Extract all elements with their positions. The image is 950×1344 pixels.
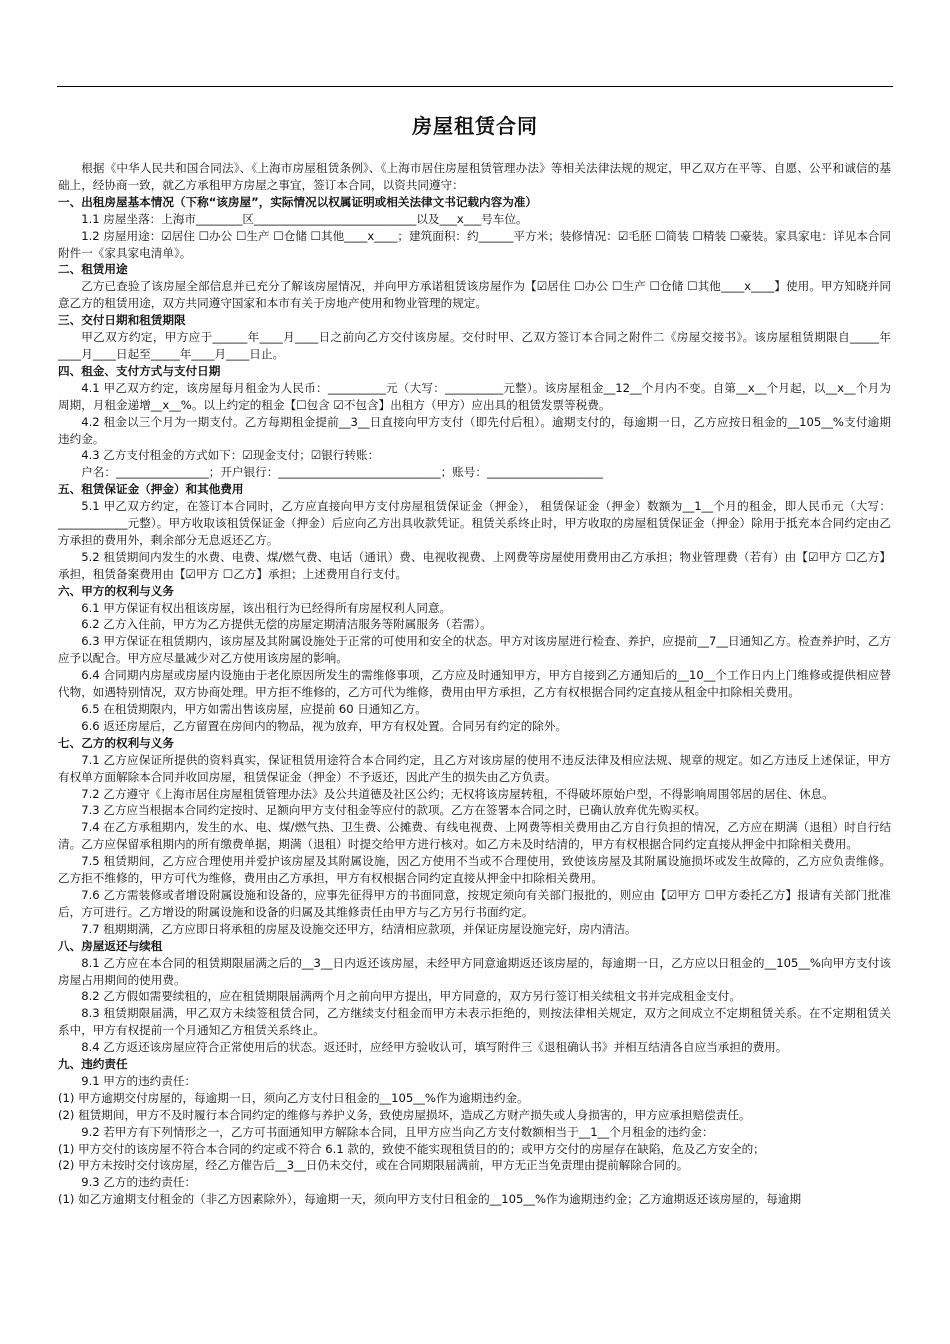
clause-2: 乙方已查验了该房屋全部信息并已充分了解该房屋情况，并向甲方承诺租赁该房屋作为【☑居住 ☐办公 ☐生产 ☐仓储 ☐其他____x____】使用。甲方知晓并同意乙方的租赁用途，双方共同遵守国家和本市有关于房地产使用和物业管理的规定。: [58, 279, 891, 311]
section-9-heading: 九、违约责任: [58, 1057, 128, 1072]
clause-8-1: 8.1 乙方应在本合同的租赁期限届满之后的__3__日内返还该房屋，未经甲方同意逾期返还该房屋的，每逾期一日，乙方应以日租金的__105__%向甲方支付该房屋占用期间的使用费。: [58, 955, 891, 987]
clause-7-2: 7.2 乙方遵守《上海市居住房屋租赁管理办法》及公共道德及社区公约；无权将该房屋转租，不得破坏原始户型，不得影响周围邻居的居住、休息。: [81, 786, 834, 801]
clause-1-2: 1.2 房屋用途：☑居住 ☐办公 ☐生产 ☐仓储 ☐其他____x____；建筑面积：约______平方米；装修情况：☑毛胚 ☐简装 ☐精装 ☐豪装。家具家电：详见本合同附件一《家具家电清单》。: [58, 228, 891, 260]
clause-4-3: 4.3 乙方支付租金的方式如下：☑现金支付；☑银行转账：: [81, 448, 380, 463]
clause-6-2: 6.2 乙方入住前，甲方为乙方提供无偿的房屋定期清洁服务等附属服务（若需）。: [81, 617, 492, 632]
section-6-heading: 六、甲方的权利与义务: [58, 583, 174, 598]
document-title: 房屋租赁合同: [412, 114, 538, 138]
clause-6-4: 6.4 合同期内房屋或房屋内设施由于老化原因所发生的需维修事项，乙方应及时通知甲方，甲方自接到乙方通知后的__10__个工作日内上门维修或提供相应替代物，如遇特别情况，双方协商处理。甲方拒不维修的，乙方可代为维修，费用由甲方承担，乙方有权根据合同约定直接从租金中扣除相关费用。: [58, 668, 891, 700]
clause-8-2: 8.2 乙方假如需要续租的，应在租赁期限届满两个月之前向甲方提出，甲方同意的，双方另行签订相关续租文书并完成租金支付。: [81, 989, 741, 1004]
section-4-heading: 四、租金、支付方式与支付日期: [58, 363, 221, 378]
section-5-heading: 五、租赁保证金（押金）和其他费用: [58, 482, 244, 497]
clause-7-5: 7.5 租赁期间，乙方应合理使用并爱护该房屋及其附属设施，因乙方使用不当或不合理使用，致使该房屋及其附属设施损坏或发生故障的，乙方应负责维修。乙方拒不维修的，甲方可代为维修，费用由乙方承担，甲方有权根据合同约定直接从押金中扣除相关费用。: [58, 854, 891, 886]
document-body: [58, 160, 891, 1208]
clause-9-2-item-2: (2) 甲方未按时交付该房屋，经乙方催告后__3__日仍未交付，或在合同期限届满前，甲方无正当免责理由提前解除合同的。: [58, 1158, 689, 1173]
clause-6-6: 6.6 返还房屋后，乙方留置在房间内的物品，视为放弃，甲方有权处置。合同另有约定的除外。: [81, 718, 568, 733]
clause-9-3-item-1: (1) 如乙方逾期支付租金的（非乙方因素除外），每逾期一天，须向甲方支付日租金的__105__%作为逾期违约金；乙方逾期返还该房屋的，每逾期: [58, 1192, 802, 1207]
clause-1-1: 1.1 房屋坐落：上海市________区____________________________以及___x___号车位。: [81, 211, 528, 226]
clause-8-3: 8.3 租赁期限届满，甲乙双方未续签租赁合同，乙方继续支付租金而甲方未表示拒绝的，则按法律相关规定，双方之间成立不定期租赁关系。在不定期租赁关系中，甲方有权提前一个月通知乙方租赁关系终止。: [58, 1006, 891, 1038]
section-8-heading: 八、房屋返还与续租: [58, 938, 163, 953]
section-7-heading: 七、乙方的权利与义务: [58, 735, 174, 750]
clause-4-2: 4.2 租金以三个月为一期支付。乙方每期租金提前__3__日直接向甲方支付（即先付后租）。逾期支付的，每逾期一日，乙方应按日租金的__105__%支付逾期违约金。: [58, 414, 891, 446]
clause-7-3: 7.3 乙方应当根据本合同约定按时、足额向甲方支付租金等应付的款项。乙方在签署本合同之时，已确认放弃优先购买权。: [81, 803, 707, 818]
top-rule: [57, 86, 893, 87]
clause-7-1: 7.1 乙方应保证所提供的资料真实，保证租赁用途符合本合同约定，且乙方对该房屋的使用不违反法律及相应法规、规章的规定。如乙方违反上述保证，甲方有权单方面解除本合同并收回房屋，租赁保证金（押金）不予返还，因此产生的损失由乙方负责。: [58, 752, 891, 784]
clause-7-7: 7.7 租期期满，乙方应即日将承租的房屋及设施交还甲方，结清相应款项，并保证房屋设施完好，房内清洁。: [81, 921, 637, 936]
clause-4-1: 4.1 甲乙双方约定，该房屋每月租金为人民币：__________元（大写：__________元整）。该房屋租金__12__个月内不变。自第__x__个月起，以__x__个月为周期，月租金递增__x__%。以上约定的租金【☐包含 ☑不包含】出租方（甲方）应出具的租赁发票等税费。: [58, 380, 891, 412]
clause-9-2: 9.2 若甲方有下列情形之一，乙方可书面通知甲方解除本合同，且甲方应当向乙方支付数额相当于__1__个月租金的违约金：: [81, 1124, 714, 1139]
clause-9-1-item-2: (2) 租赁期间，甲方不及时履行本合同约定的维修与养护义务，致使房屋损坏，造成乙方财产损失或人身损害的，甲方应承担赔偿责任。: [58, 1107, 751, 1122]
clause-9-1: 9.1 甲方的违约责任：: [81, 1073, 197, 1088]
clause-9-1-item-1: (1) 甲方逾期交付房屋的，每逾期一日，须向乙方支付日租金的__105__%作为逾期违约金。: [58, 1090, 529, 1105]
clause-6-1: 6.1 甲方保证有权出租该房屋，该出租行为已经得所有房屋权利人同意。: [81, 600, 452, 615]
section-2-heading: 二、租赁用途: [58, 262, 128, 277]
clause-7-4: 7.4 在乙方承租期内，发生的水、电、煤/燃气热、卫生费、公摊费、有线电视费、上网费等相关费用由乙方自行负担的情况，乙方应在期满（退租）时自行结清。乙方应保留承租期内的所有缴费单据，期满（退租）时提交给甲方进行核对。如乙方未及时结清的，甲方有权根据合同约定直接从押金中扣除相关费用。: [58, 820, 891, 852]
preamble: 根据《中华人民共和国合同法》、《上海市房屋租赁条例》、《上海市居住房屋租赁管理办法》等相关法律法规的规定，甲乙双方在平等、自愿、公平和诚信的基础上，经协商一致，就乙方承租甲方房屋之事宜，签订本合同，以资共同遵守：: [58, 161, 891, 192]
clause-9-2-item-1: (1) 甲方交付的该房屋不符合本合同的约定或不符合 6.1 款的，致使不能实现租赁目的的；或甲方交付的房屋存在缺陷，危及乙方安全的；: [58, 1141, 765, 1156]
clause-8-4: 8.4 乙方返还该房屋应符合正常使用后的状态。返还时，应经甲方验收认可，填写附件三《退租确认书》并相互结清各自应当承担的费用。: [81, 1040, 788, 1055]
clause-6-5: 6.5 在租赁期限内，甲方如需出售该房屋，应提前 60 日通知乙方。: [81, 702, 427, 716]
clause-9-3: 9.3 乙方的违约责任：: [81, 1175, 197, 1190]
bank-account-line: 户名：________________；开户银行：____________________________；账号：____________________: [81, 465, 603, 480]
section-1-heading: 一、出租房屋基本情况（下称“该房屋”，实际情况以权属证明或相关法律文书记载内容为准）: [58, 194, 537, 209]
clause-6-3: 6.3 甲方保证在租赁期内，该房屋及其附属设施处于正常的可使用和安全的状态。甲方对该房屋进行检查、养护，应提前__7__日通知乙方。检查养护时，乙方应予以配合。甲方应尽量减少对乙方使用该房屋的影响。: [58, 634, 891, 666]
section-3-heading: 三、交付日期和租赁期限: [58, 313, 186, 328]
clause-3: 甲乙双方约定，甲方应于______年____月____日之前向乙方交付该房屋。交付时甲、乙双方签订本合同之附件二《房屋交接书》。该房屋租赁期限自_____年____月____日起至_____年____月____日止。: [58, 330, 891, 361]
clause-5-2: 5.2 租赁期间内发生的水费、电费、煤/燃气费、电话（通讯）费、电视收视费、上网费等房屋使用费用由乙方承担；物业管理费（若有）由【☑甲方 ☐乙方】承担，租赁备案费用由【☑甲方 ☐乙方】承担；上述费用自行支付。: [58, 549, 891, 581]
clause-5-1: 5.1 甲乙双方约定，在签订本合同时，乙方应直接向甲方支付房屋租赁保证金（押金）， 租赁保证金（押金）数额为__1__个月的租金，即人民币元（大写：____________元整）。甲方收取该租赁保证金（押金）后应向乙方出具收款凭证。租赁关系终止时，甲方收取的房屋租赁保证金（押金）除用于抵充本合同约定由乙方承担的费用外，剩余部分无息返还乙方。: [58, 499, 891, 547]
clause-7-6: 7.6 乙方需装修或者增设附属设施和设备的，应事先征得甲方的书面同意，按规定须向有关部门报批的，则应由【☑甲方 ☐甲方委托乙方】报请有关部门批准后，方可进行。乙方增设的附属设施和设备的归属及其维修责任由甲方与乙方另行书面约定。: [58, 887, 891, 919]
